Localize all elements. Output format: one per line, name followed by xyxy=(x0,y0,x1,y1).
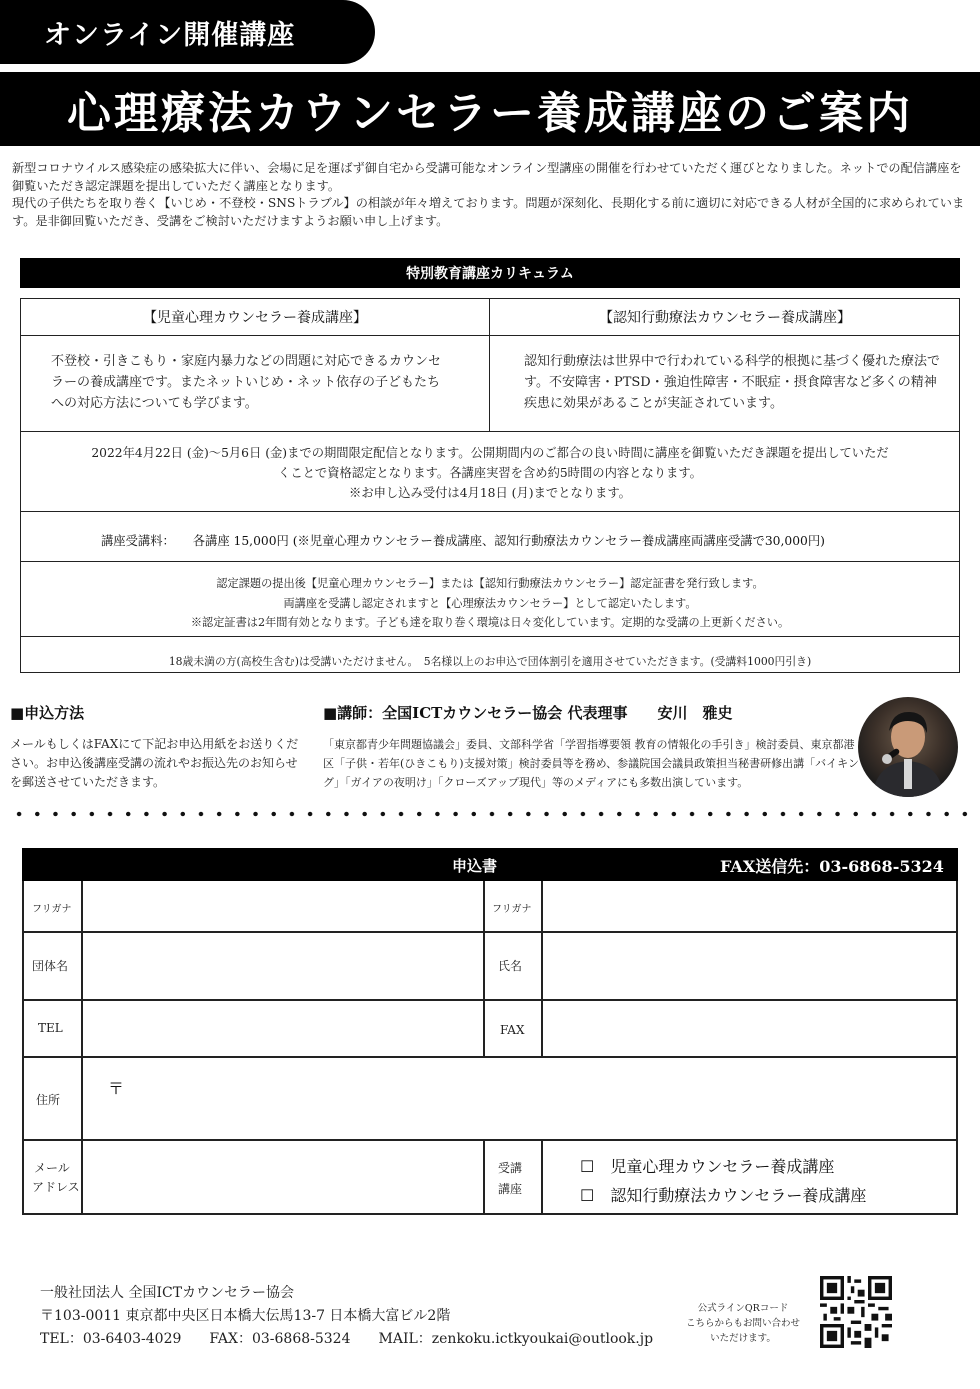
course-option-1[interactable]: ☐ 児童心理カウンセラー養成講座 xyxy=(580,1157,835,1176)
form-row-divider xyxy=(24,1139,956,1141)
form-title: 申込書 xyxy=(452,857,498,875)
intro-text xyxy=(12,160,972,230)
curriculum-table xyxy=(20,298,960,673)
period-line-3: ※お申し込み受付は4月18日 (月)までとなります。 xyxy=(349,486,631,500)
fee-text: 各講座 15,000円 (※児童心理カウンセラー養成講座、認知行動療法カウンセラー養成講座両講座受講で30,000円) xyxy=(192,534,825,548)
form-header xyxy=(22,848,958,881)
cert-line-3: ※認定証書は2年間有効となります。子ども達を取り巻く環境は日々変化しています。定期的な受講の上更新ください。 xyxy=(190,616,790,629)
fax-label: FAX xyxy=(500,1023,525,1037)
qr-caption-1: 公式ラインQRコード xyxy=(697,1303,789,1314)
furigana-name-label: フリガナ xyxy=(492,904,532,915)
row-divider xyxy=(21,335,959,336)
intro-paragraph-2: 現代の子供たちを取り巻く【いじめ・不登校・SNSトラブル】の相談が年々増えております。問題が深刻化、長期化する前に適切に対応できる人材が全国的に求められています。是非御回覧いただき、受講をご検討いただけますようお願い申し上げます。 xyxy=(12,196,965,228)
name-label: 氏名 xyxy=(498,959,523,973)
form-row-divider xyxy=(24,1056,956,1058)
row-divider xyxy=(21,431,959,432)
dotted-separator xyxy=(10,810,970,818)
address-field[interactable] xyxy=(84,1059,954,1138)
lecturer-heading: ■講師：全国ICTカウンセラー協会 代表理事 安川 雅史 xyxy=(323,704,733,722)
org-label: 団体名 xyxy=(32,959,69,973)
fax-number: FAX送信先：03-6868-5324 xyxy=(720,857,944,876)
fee-label: 講座受講料： xyxy=(101,534,175,548)
address-label: 住所 xyxy=(36,1093,61,1107)
line-qr-code-icon[interactable] xyxy=(820,1276,892,1348)
course2-name: 【認知行動療法カウンセラー養成講座】 xyxy=(599,310,851,326)
page-title: 心理療法カウンセラー養成講座のご案内 xyxy=(0,72,980,146)
period-line-1: 2022年4月22日 (金)〜5月6日 (金)までの期間限定配信となります。公開期間内のご都合の良い時間に講座を御覧いただき課題を提出していただ xyxy=(91,446,889,460)
curriculum-title: 特別教育講座カリキュラム xyxy=(20,258,960,288)
lecturer-body: 「東京都青少年問題協議会」委員、文部科学省「学習指導要領 教育の情報化の手引き」検討委員、東京都港区「子供・若年(ひきこもり)支援対策」検討委員等を務め、参議院国会議員政策担当秘書研修出講「バイキング」「ガイアの夜明け」「クローズアップ現代」等のメディアにも多数出演しています。 xyxy=(323,738,860,789)
apply-heading: ■申込方法 xyxy=(10,704,85,722)
application-form xyxy=(22,881,958,1215)
form-row-divider xyxy=(24,999,956,1001)
tel-field[interactable] xyxy=(84,1002,482,1055)
footer-address: 〒103-0011 東京都中央区日本橋大伝馬13-7 日本橋大富ビル2階 xyxy=(40,1308,451,1324)
org-field[interactable] xyxy=(84,934,482,998)
course-label-line-2: 講座 xyxy=(498,1182,523,1196)
form-row-divider xyxy=(24,931,956,933)
course-option-2[interactable]: ☐ 認知行動療法カウンセラー養成講座 xyxy=(580,1186,867,1205)
qr-caption xyxy=(668,1301,818,1346)
course1-description: 不登校・引きこもり・家庭内暴力などの問題に対応できるカウンセラーの養成講座です。またネットいじめ・ネット依存の子どもたちへの対応方法についても学びます。 xyxy=(51,354,442,411)
footer-contact-line: TEL：03-6403-4029 FAX：03-6868-5324 MAIL：zenkoku.ictkyoukai@outlook.jp xyxy=(40,1331,654,1347)
furigana-name-field[interactable] xyxy=(544,883,954,930)
qr-caption-2: こちらからもお問い合わせ xyxy=(685,1318,800,1329)
apply-body: メールもしくはFAXにて下記お申込用紙をお送りください。お申込後講座受講の流れやお振込先のお知らせを郵送させていただきます。 xyxy=(10,737,299,789)
furigana-label: フリガナ xyxy=(32,904,72,915)
footer-contact xyxy=(40,1282,720,1351)
form-col-divider xyxy=(483,1139,485,1213)
row-divider xyxy=(21,511,959,512)
fax-field[interactable] xyxy=(544,1002,954,1055)
form-col-divider xyxy=(81,881,83,1213)
lecturer-photo xyxy=(858,697,958,797)
name-field[interactable] xyxy=(544,934,954,998)
course2-description: 認知行動療法は世界中で行われている科学的根拠に基づく優れた療法です。不安障害・PTSD・強迫性障害・不眠症・摂食障害など多くの精神疾患に効果があることが実証されています。 xyxy=(524,354,941,411)
cert-line-1: 認定課題の提出後【児童心理カウンセラー】または【認知行動療法カウンセラー】認定証書を発行致します。 xyxy=(216,577,764,590)
course1-name: 【児童心理カウンセラー養成講座】 xyxy=(143,310,367,326)
form-col-divider xyxy=(541,1139,543,1213)
course-label-line-1: 受講 xyxy=(498,1161,523,1175)
row-divider xyxy=(21,636,959,637)
online-badge: オンライン開催講座 xyxy=(0,0,375,64)
period-line-2: くことで資格認定となります。各講座実習を含め約5時間の内容となります。 xyxy=(278,466,702,480)
email-label-line-2: アドレス xyxy=(32,1180,80,1194)
postal-mark: 〒 xyxy=(108,1079,125,1098)
tel-label: TEL xyxy=(38,1021,63,1035)
intro-paragraph-1: 新型コロナウイルス感染症の感染拡大に伴い、会場に足を運ばず御自宅から受講可能なオンライン型講座の開催を行わせていただく運びとなりました。ネットでの配信講座を御覧いただき認定課題を提出していただく講座となります。 xyxy=(12,161,962,193)
form-col-divider xyxy=(483,881,485,1058)
eligibility-note: 18歳未満の方(高校生含む)は受講いただけません。 5名様以上のお申込で団体割引を適用させていただきます。(受講料1000円引き) xyxy=(168,655,812,668)
email-field[interactable] xyxy=(84,1142,482,1212)
email-label-line-1: メール xyxy=(34,1161,70,1175)
fee-row xyxy=(101,531,825,549)
qr-caption-3: いただけます。 xyxy=(710,1333,776,1344)
furigana-org-field[interactable] xyxy=(84,883,482,930)
cert-line-2: 両講座を受講し認定されますと【心理療法カウンセラー】として認定いたします。 xyxy=(283,597,697,610)
footer-org: 一般社団法人 全国ICTカウンセラー協会 xyxy=(40,1285,295,1301)
form-col-divider xyxy=(541,881,543,1058)
row-divider xyxy=(21,561,959,562)
